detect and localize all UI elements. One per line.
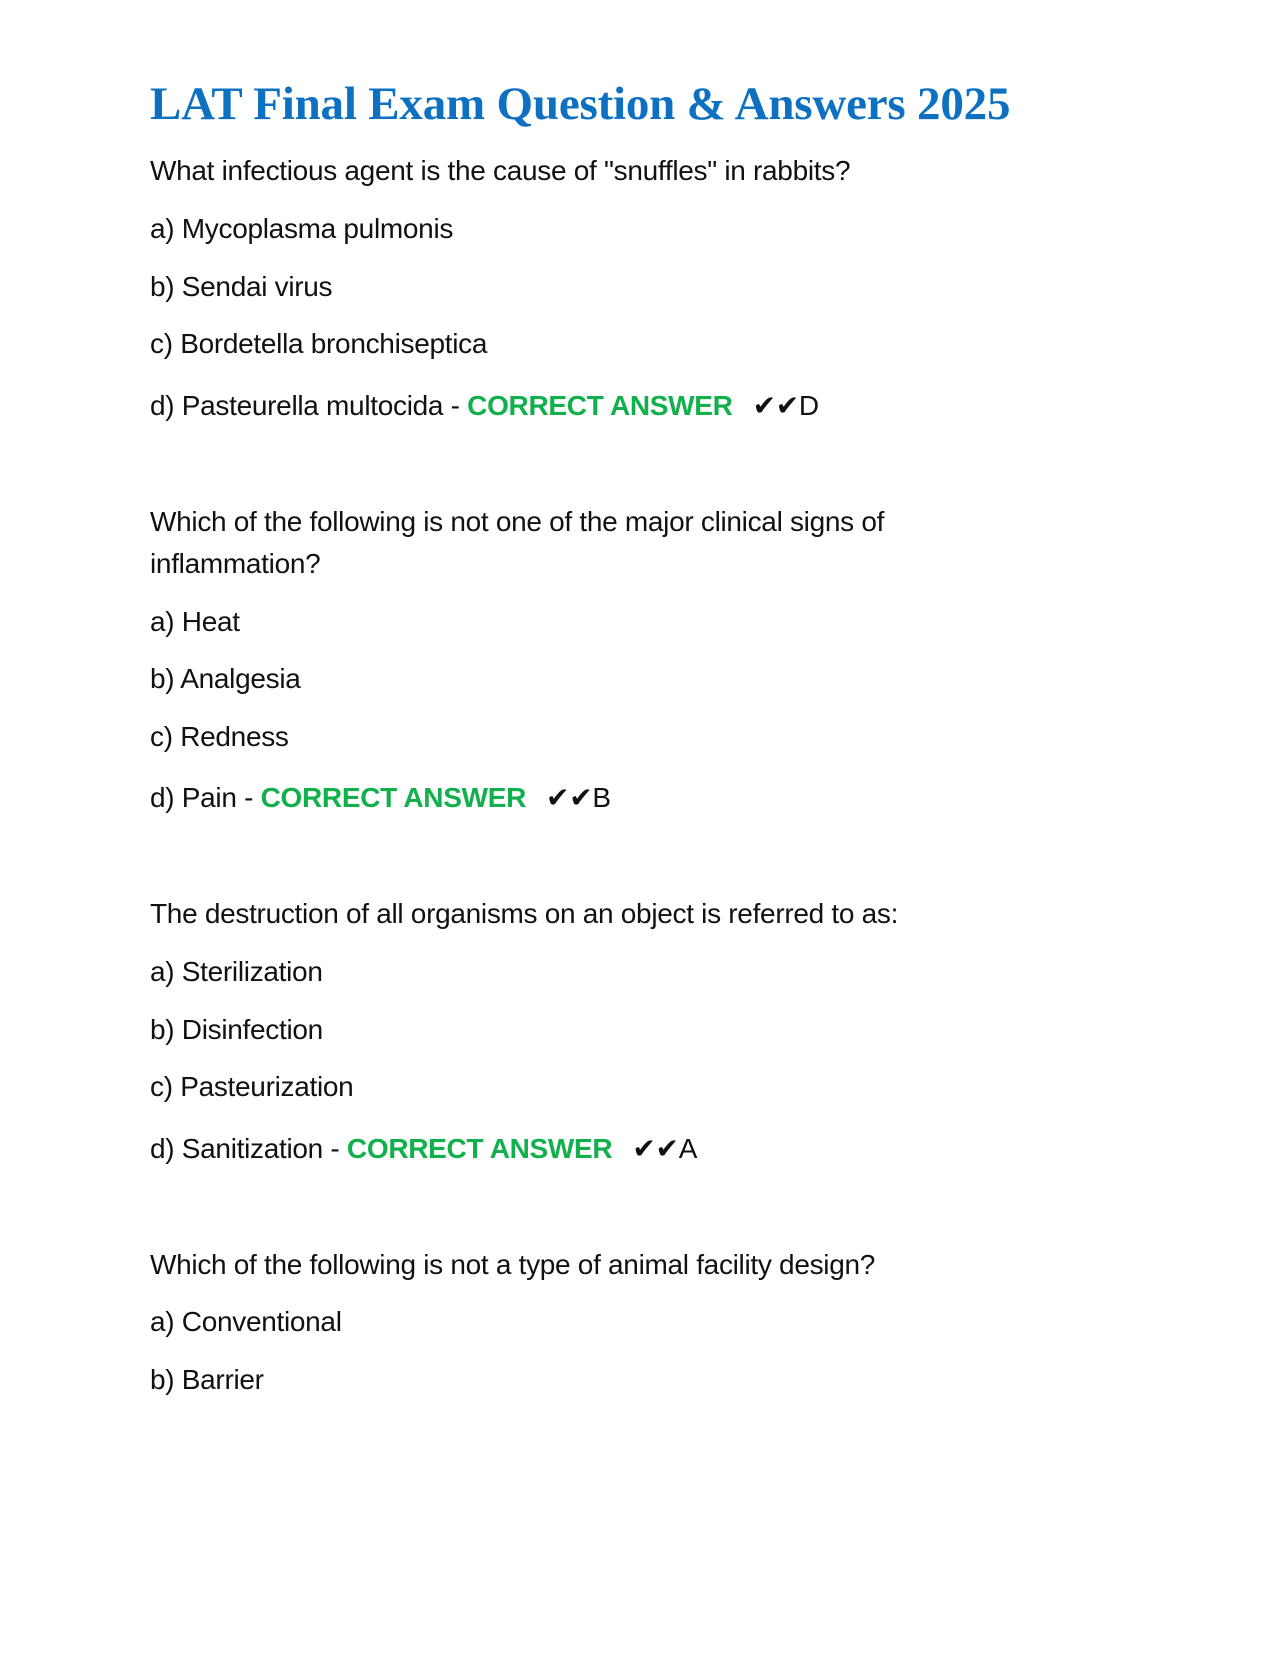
option-b: b) Analgesia <box>150 663 301 694</box>
option-d-text: d) Sanitization - <box>150 1133 347 1164</box>
double-check-icon: ✔✔ <box>632 1133 679 1164</box>
answer-letter: D <box>798 390 819 421</box>
option-d <box>150 1131 697 1167</box>
double-check-icon: ✔✔ <box>752 390 799 421</box>
answer-letter: A <box>678 1133 698 1164</box>
answer-letter: B <box>592 782 611 813</box>
option-c: c) Bordetella bronchiseptica <box>150 328 488 359</box>
option-d-text: d) Pasteurella multocida - <box>150 390 468 421</box>
question-text-line-1: Which of the following is not one of the major clinical signs of <box>150 506 885 537</box>
correct-answer-label: CORRECT ANSWER <box>260 782 527 813</box>
option-a: a) Conventional <box>150 1306 342 1337</box>
question-text-line-2: inflammation? <box>150 548 321 579</box>
question-text: Which of the following is not a type of animal facility design? <box>150 1249 876 1280</box>
question-text: The destruction of all organisms on an object is referred to as: <box>150 898 899 929</box>
correct-answer-label: CORRECT ANSWER <box>346 1133 613 1164</box>
option-b: b) Sendai virus <box>150 271 333 302</box>
option-c: c) Redness <box>150 721 289 752</box>
option-b: b) Disinfection <box>150 1014 323 1045</box>
correct-answer-label: CORRECT ANSWER <box>467 390 733 421</box>
option-a: a) Heat <box>150 606 240 637</box>
document-title: LAT Final Exam Question & Answers 2025 <box>150 78 1011 130</box>
option-c: c) Pasteurization <box>150 1071 354 1102</box>
option-a: a) Mycoplasma pulmonis <box>150 213 454 244</box>
option-d <box>150 388 819 424</box>
double-check-icon: ✔✔ <box>546 782 593 813</box>
option-a: a) Sterilization <box>150 956 323 987</box>
question-text: What infectious agent is the cause of "snuffles" in rabbits? <box>150 155 851 186</box>
option-b: b) Barrier <box>150 1364 264 1395</box>
option-d <box>150 780 611 816</box>
option-d-text: d) Pain - <box>150 782 261 813</box>
